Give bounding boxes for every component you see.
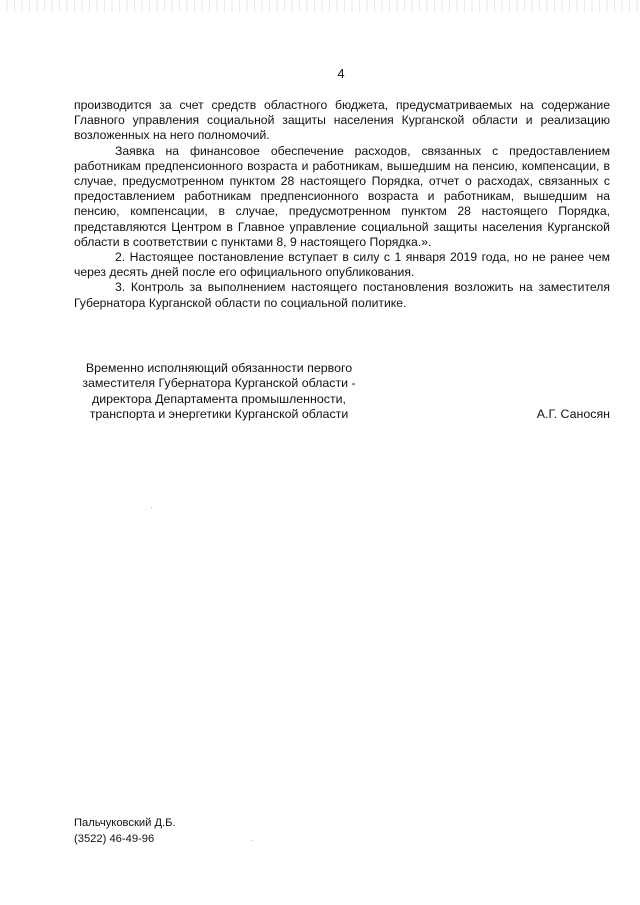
signatory-position: [74, 361, 364, 423]
signatory-position-line: транспорта и энергетики Курганской области: [89, 407, 349, 422]
executor-phone: (3522) 46-49-96: [74, 832, 155, 845]
paragraph-continuation: производится за счет средств областного бюджета, предусматриваемых на содержание Главного управления социальной защиты населения Курганской области и реализацию возложенных на него полномочий.: [74, 98, 610, 143]
paragraph-effective-date: 2. Настоящее постановление вступает в силу с 1 января 2019 года, но не ранее чем через десять дней после его официального опубликования.: [74, 250, 610, 280]
scan-artifact-top-edge: [0, 0, 640, 12]
executor-info: [74, 816, 176, 847]
executor-name: Пальчуковский Д.Б.: [74, 817, 176, 829]
signatory-position-line: директора Департамента промышленности,: [92, 391, 346, 406]
signatory-position-line: заместителя Губернатора Курганской области -: [82, 376, 356, 391]
paragraph-application-funding: Заявка на финансовое обеспечение расходов, связанных с предоставлением работникам предпенсионного возраста и работникам, вышедшим на пенсию, компенсации, в случае, предусмотренном пунктом 28 настоящего Порядка, отчет о расходах, связанных с предоставлением работникам предпенсионного возраста и работникам, вышедшим на пенсию, компенсации, в случае, предусмотренном пунктом 28 настоящего Порядка, представляются Центром в Главное управление социальной защиты населения Курганской области в соответствии с пунктами 8, 9 настоящего Порядка.».: [74, 143, 610, 249]
signatory-name: А.Г. Саносян: [536, 407, 610, 421]
page-number: 4: [337, 66, 345, 81]
signatory-position-line: Временно исполняющий обязанности первого: [85, 361, 353, 375]
paragraph-control: 3. Контроль за выполнением настоящего постановления возложить на заместителя Губернатора Курганской области по социальной политике.: [74, 280, 610, 310]
scan-speck: [252, 840, 253, 841]
scan-speck: [151, 507, 152, 508]
document-body: [74, 98, 610, 311]
